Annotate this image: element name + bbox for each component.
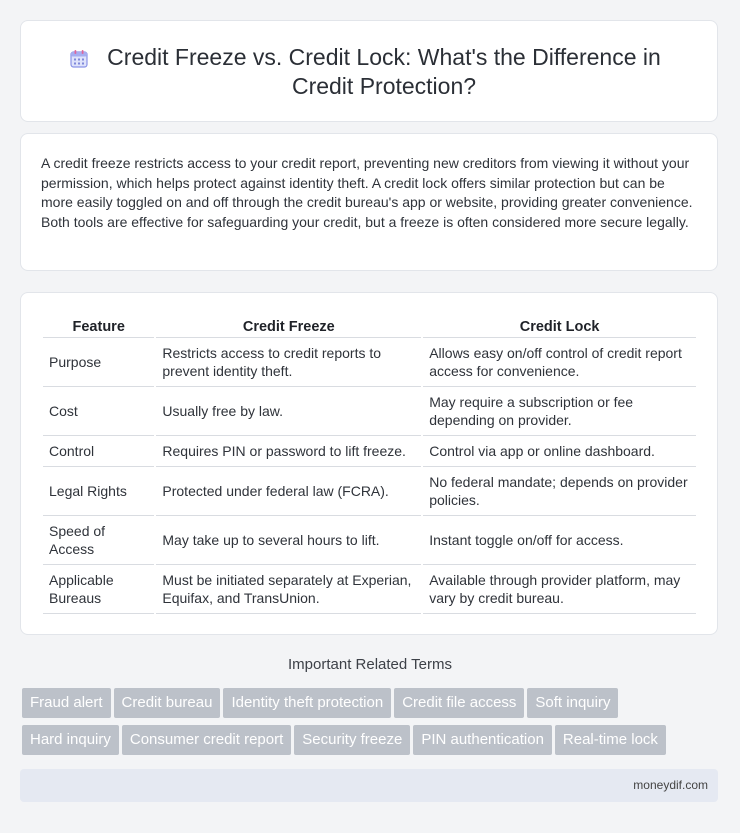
row-feature: Cost: [43, 387, 154, 436]
row-lock: Available through provider platform, may vary by credit bureau.: [423, 565, 696, 614]
intro-card: [20, 133, 718, 271]
footer-bar: [20, 769, 718, 802]
tag-fraud-alert[interactable]: Fraud alert: [22, 688, 111, 718]
header-credit-freeze: Credit Freeze: [156, 313, 421, 338]
row-feature: Applicable Bureaus: [43, 565, 154, 614]
tag-consumer-credit-report[interactable]: Consumer credit report: [122, 725, 291, 755]
row-feature: Control: [43, 436, 154, 467]
row-freeze: Usually free by law.: [156, 387, 421, 436]
footer-site[interactable]: moneydif.com: [633, 778, 708, 792]
page-title: Credit Freeze vs. Credit Lock: What's the Difference in Credit Protection?: [107, 44, 661, 99]
row-feature: Purpose: [43, 338, 154, 387]
row-lock: Instant toggle on/off for access.: [423, 516, 696, 565]
tag-pin-authentication[interactable]: PIN authentication: [413, 725, 552, 755]
row-freeze: Must be initiated separately at Experian, Equifax, and TransUnion.: [156, 565, 421, 614]
table-row: [43, 467, 696, 516]
row-lock: Control via app or online dashboard.: [423, 436, 696, 467]
comparison-card: [20, 292, 718, 635]
intro-paragraph: A credit freeze restricts access to your credit report, preventing new creditors from viewing it without your permission, which helps protect against identity theft. A credit lock offers similar protection but can be more easily toggled on and off through the credit bureau's app or website, providing greater convenience. Both tools are effective for safeguarding your credit, but a freeze is often considered more secure legally.: [41, 155, 693, 230]
tag-credit-bureau[interactable]: Credit bureau: [114, 688, 221, 718]
title-card: [20, 20, 718, 122]
tag-identity-theft-protection[interactable]: Identity theft protection: [223, 688, 391, 718]
table-row: [43, 565, 696, 614]
related-terms-title: Important Related Terms: [288, 656, 452, 673]
tag-credit-file-access[interactable]: Credit file access: [394, 688, 524, 718]
tag-security-freeze[interactable]: Security freeze: [294, 725, 410, 755]
table-header-row: [43, 313, 696, 338]
tag-soft-inquiry[interactable]: Soft inquiry: [527, 688, 618, 718]
row-freeze: Restricts access to credit reports to prevent identity theft.: [156, 338, 421, 387]
row-freeze: May take up to several hours to lift.: [156, 516, 421, 565]
table-row: [43, 436, 696, 467]
row-freeze: Protected under federal law (FCRA).: [156, 467, 421, 516]
table-row: [43, 338, 696, 387]
tag-hard-inquiry[interactable]: Hard inquiry: [22, 725, 119, 755]
row-lock: No federal mandate; depends on provider policies.: [423, 467, 696, 516]
row-freeze: Requires PIN or password to lift freeze.: [156, 436, 421, 467]
related-terms-list: [22, 688, 722, 762]
row-lock: May require a subscription or fee depending on provider.: [423, 387, 696, 436]
row-lock: Allows easy on/off control of credit report access for convenience.: [423, 338, 696, 387]
row-feature: Legal Rights: [43, 467, 154, 516]
table-row: [43, 387, 696, 436]
header-credit-lock: Credit Lock: [423, 313, 696, 338]
tag-real-time-lock[interactable]: Real-time lock: [555, 725, 666, 755]
row-feature: Speed of Access: [43, 516, 154, 565]
table-row: [43, 516, 696, 565]
comparison-table: [41, 313, 698, 614]
header-feature: Feature: [43, 313, 154, 338]
